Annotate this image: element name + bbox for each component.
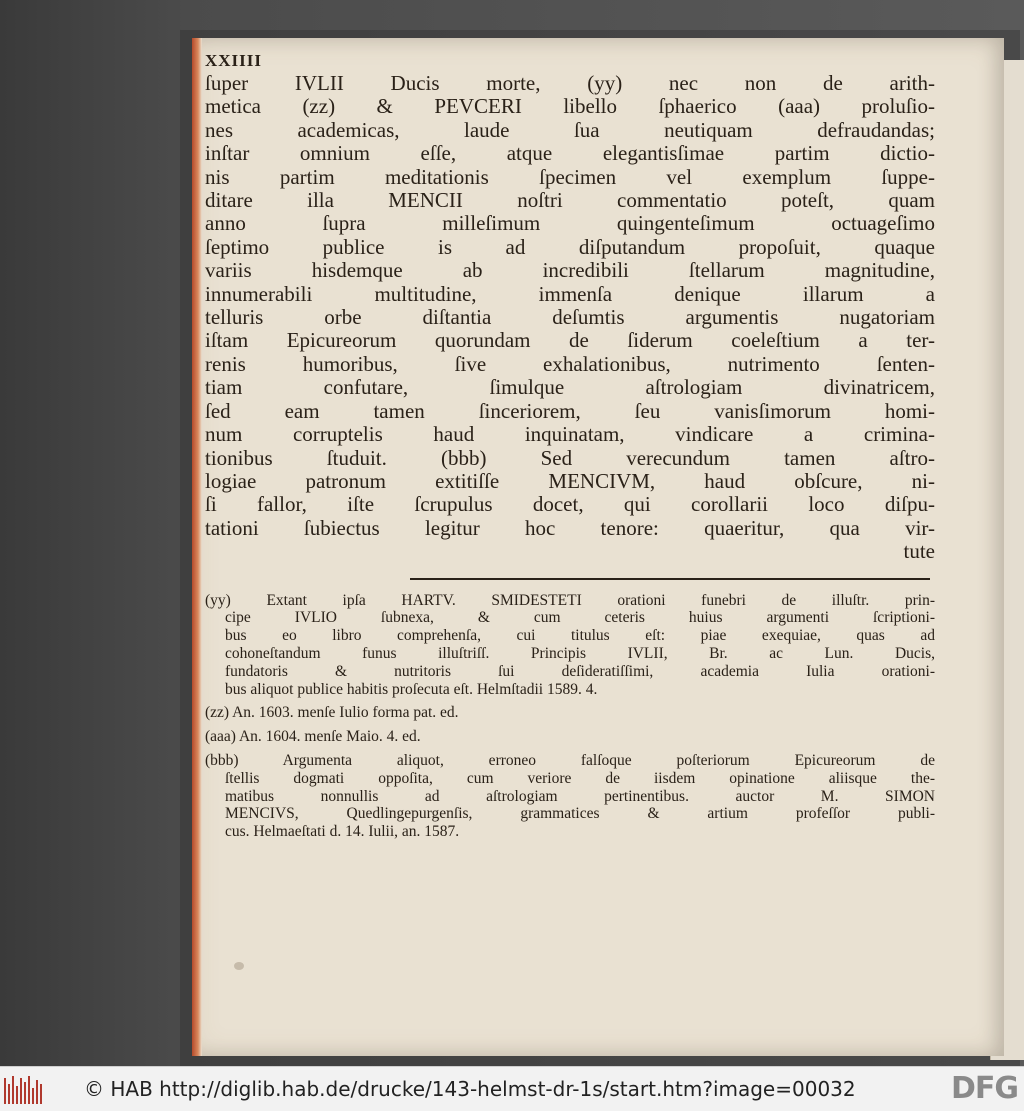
- text-line: ſeptimo publice is ad diſputandum propoſuit, quaque: [205, 234, 935, 259]
- text-line: anno ſupra milleſimum quingenteſimum octuageſimo: [205, 211, 935, 236]
- footnote-yy-line: fundatoris & nutritoris ſui deſideratiſſimi, academia Iulia orationi-: [225, 662, 935, 680]
- text-line: innumerabili multitudine, immenſa denique illarum a: [205, 281, 935, 306]
- text-line: nis partim meditationis ſpecimen vel exemplum ſuppe-: [205, 164, 935, 189]
- text-line: variis hisdemque ab incredibili ſtellarum magnitudine,: [205, 258, 935, 283]
- main-text: [205, 72, 935, 564]
- text-line: ſi fallor, iſte ſcrupulus docet, qui corollarii loco diſpu-: [205, 492, 935, 517]
- text-line: tationi ſubiectus legitur hoc tenore: quaeritur, qua vir-: [205, 515, 935, 540]
- page-number: XXIIII: [205, 51, 263, 70]
- page-content: [205, 50, 935, 841]
- footnote-aaa: (aaa) An. 1604. menſe Maio. 4. ed.: [205, 728, 421, 746]
- footnote-bbb-line: (bbb) Argumenta aliquot, erroneo falſoque poſteriorum Epicureorum de: [205, 751, 935, 769]
- footnote-yy-line: cipe IVLIO ſubnexa, & cum ceteris huius argumenti ſcriptioni-: [225, 609, 935, 627]
- text-line: logiae patronum extitiſſe MENCIVM, haud obſcure, ni-: [205, 468, 935, 493]
- footnote-yy-line: bus eo libro comprehenſa, cui titulus eſt: piae exequiae, quas ad: [225, 627, 935, 645]
- ink-spot: [234, 962, 244, 970]
- footnotes: [205, 592, 935, 841]
- footnote-bbb-line: matibus nonnullis ad aſtrologiam pertinentibus. auctor M. SIMON: [225, 787, 935, 805]
- footnote-yy-line: cohoneſtandum funus illuſtriſſ. Principis IVLII, Br. ac Lun. Ducis,: [225, 644, 935, 662]
- footnote-bbb-line: cus. Helmaeſtati d. 14. Iulii, an. 1587.: [225, 823, 460, 841]
- copyright-link[interactable]: © HAB http://diglib.hab.de/drucke/143-helmst-dr-1s/start.htm?image=00032: [84, 1077, 856, 1101]
- footnote-yy-line: bus aliquot publice habitis proſecuta eſt. Helmſtadii 1589. 4.: [225, 680, 598, 698]
- text-line: inſtar omnium eſſe, atque elegantisſimae partim dictio-: [205, 141, 935, 166]
- text-line: ditare illa MENCII noſtri commentatio poteſt, quam: [205, 188, 935, 213]
- catchword: tute: [903, 539, 935, 564]
- text-line: tiam confutare, ſimulque aſtrologiam divinatricem,: [205, 375, 935, 400]
- footnote-yy-line: (yy) Extant ipſa HARTV. SMIDESTETI orationi funebri de illuſtr. prin-: [205, 591, 935, 609]
- dfg-logo: DFG: [950, 1071, 1018, 1106]
- footnote-bbb-line: ſtellis dogmati oppoſita, cum veriore de iisdem opinatione aliisque the-: [225, 769, 935, 787]
- barcode-icon: [4, 1074, 48, 1104]
- text-line: renis humoribus, ſive exhalationibus, nutrimento ſenten-: [205, 351, 935, 376]
- text-line: iſtam Epicureorum quorundam de ſiderum coeleſtium a ter-: [205, 328, 935, 353]
- text-line: num corruptelis haud inquinatam, vindicare a crimina-: [205, 422, 935, 447]
- text-line: ſed eam tamen ſinceriorem, ſeu vanisſimorum homi-: [205, 398, 935, 423]
- page-edge: [192, 38, 202, 1056]
- text-line: nes academicas, laude ſua neutiquam defraudandas;: [205, 117, 935, 142]
- footnote-rule: [410, 578, 930, 580]
- footer-bar: [0, 1066, 1024, 1111]
- text-line: tionibus ſtuduit. (bbb) Sed verecundum tamen aſtro-: [205, 445, 935, 470]
- text-line: metica (zz) & PEVCERI libello ſphaerico (aaa) proluſio-: [205, 94, 935, 119]
- text-line: ſuper IVLII Ducis morte, (yy) nec non de arith-: [205, 71, 935, 95]
- footnote-bbb-line: MENCIVS, Quedlingepurgenſis, grammatices & artium profeſſor publi-: [225, 805, 935, 823]
- text-line: telluris orbe diſtantia deſumtis argumentis nugatoriam: [205, 305, 935, 330]
- footnote-zz: (zz) An. 1603. menſe Iulio forma pat. ed.: [205, 704, 459, 722]
